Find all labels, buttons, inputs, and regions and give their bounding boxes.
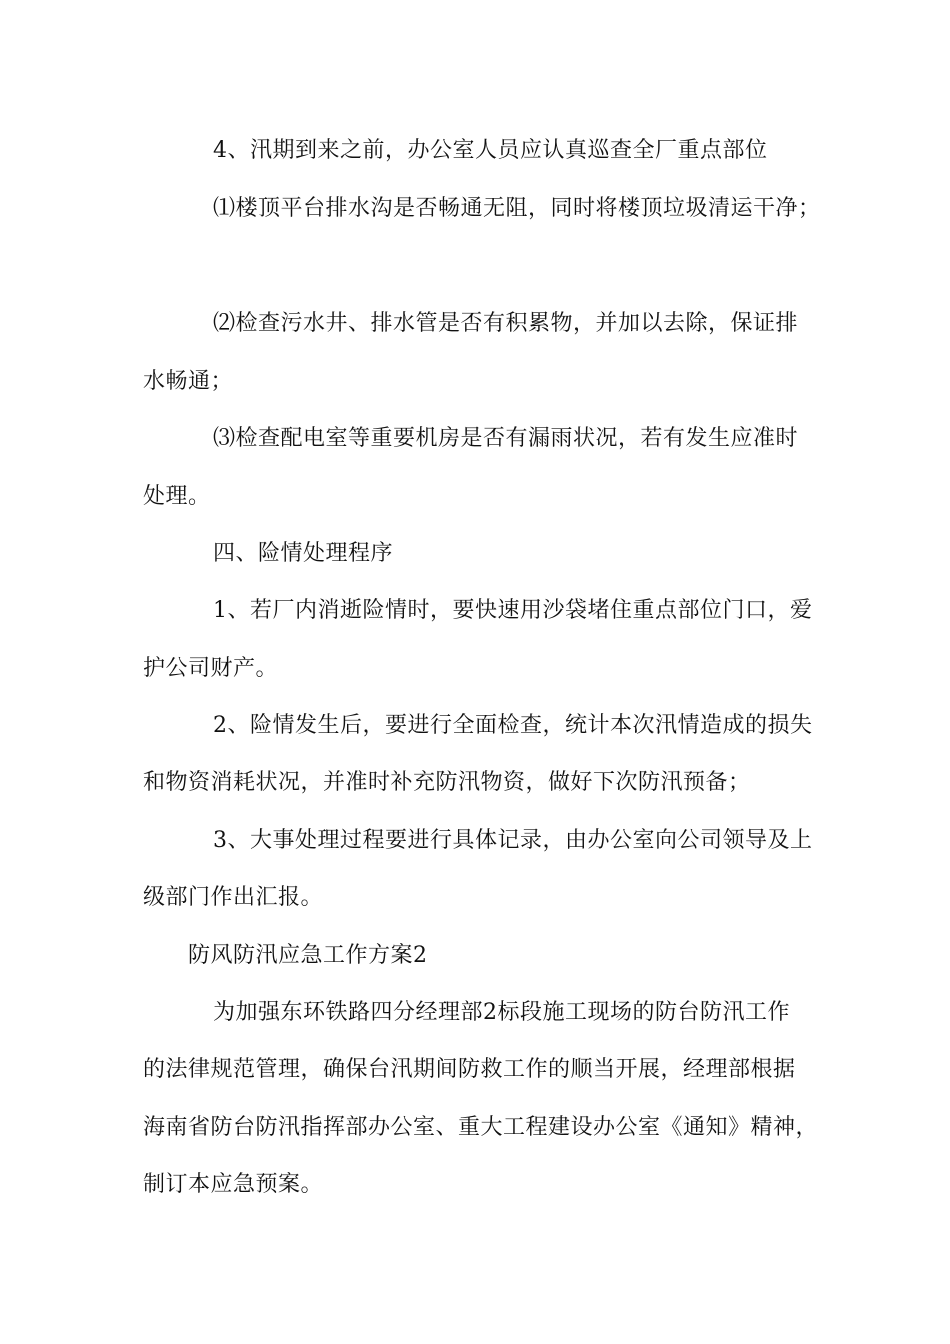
section-title: 防风防汛应急工作方案2: [188, 943, 428, 968]
paragraph-line: 级部门作出汇报。: [143, 885, 324, 910]
paragraph-line: ⑶检查配电室等重要机房是否有漏雨状况，若有发生应准时: [213, 426, 799, 451]
section-heading: 四、险情处理程序: [213, 541, 394, 566]
paragraph-line: 3、大事处理过程要进行具体记录，由办公室向公司领导及上: [213, 828, 813, 853]
paragraph-line: 护公司财产。: [143, 656, 279, 681]
paragraph-line: 2、险情发生后，要进行全面检查，统计本次汛情造成的损失: [213, 713, 813, 738]
paragraph-line: 1、若厂内消逝险情时，要快速用沙袋堵住重点部位门口，爱: [213, 598, 813, 623]
paragraph-line: 和物资消耗状况，并准时补充防汛物资，做好下次防汛预备；: [143, 770, 751, 795]
paragraph-line: 4、汛期到来之前，办公室人员应认真巡查全厂重点部位: [213, 138, 768, 163]
paragraph-line: 的法律规范管理，确保台汛期间防救工作的顺当开展，经理部根据: [143, 1057, 796, 1082]
paragraph-line: 制订本应急预案。: [143, 1172, 324, 1197]
paragraph-line: 海南省防台防汛指挥部办公室、重大工程建设办公室《通知》精神，: [143, 1115, 819, 1140]
paragraph-line: 水畅通；: [143, 369, 234, 394]
paragraph-line: ⑵检查污水井、排水管是否有积累物，并加以去除，保证排: [213, 311, 799, 336]
paragraph-line: 处理。: [143, 484, 211, 509]
paragraph-line: ⑴楼顶平台排水沟是否畅通无阻，同时将楼顶垃圾清运干净；: [213, 196, 821, 221]
paragraph-line: 为加强东环铁路四分经理部2标段施工现场的防台防汛工作: [213, 1000, 790, 1025]
